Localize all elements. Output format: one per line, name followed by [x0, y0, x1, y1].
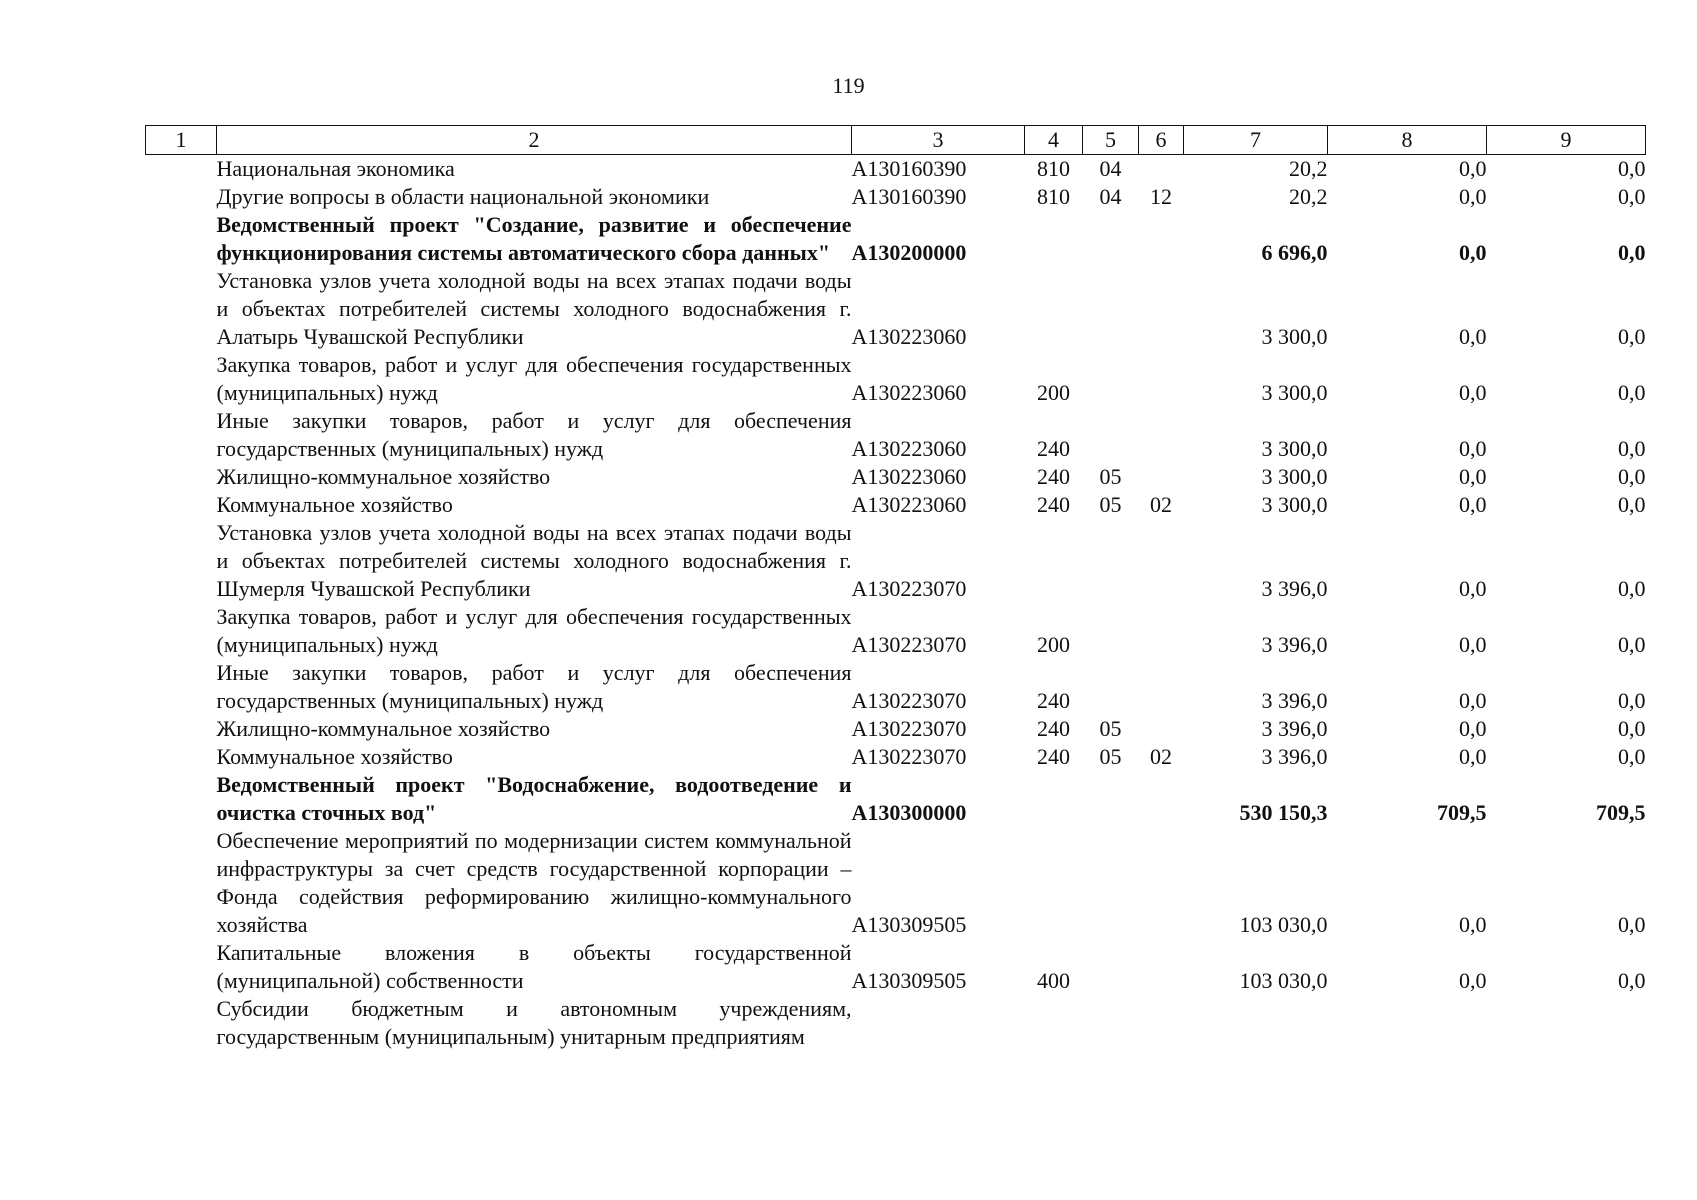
- target-code-cell: А130223070: [851, 688, 967, 713]
- item-name-cell: Жилищно-коммунальное хозяйство: [216, 716, 551, 741]
- amount-col8-cell: 0,0: [1459, 380, 1487, 405]
- amount-col8-cell: 0,0: [1459, 492, 1487, 517]
- amount-col9-cell: 0,0: [1618, 436, 1646, 461]
- amount-col9-cell: 0,0: [1618, 240, 1646, 265]
- section-cell: 05: [1099, 716, 1122, 741]
- amount-col8-cell: 0,0: [1459, 576, 1487, 601]
- expense-type-cell: 200: [1037, 632, 1070, 657]
- section-cell: [1083, 939, 1139, 995]
- subsection-cell: [1139, 939, 1184, 995]
- amount-col9-cell: 0,0: [1618, 912, 1646, 937]
- amount-col8-cell: 0,0: [1459, 324, 1487, 349]
- subsection-cell: [1139, 211, 1184, 267]
- amount-col7-cell: 3 300,0: [1261, 380, 1328, 405]
- amount-col9-cell: 0,0: [1618, 632, 1646, 657]
- table-row: [146, 267, 1646, 351]
- row-index-cell: [146, 519, 217, 603]
- amount-col8-cell: 0,0: [1459, 912, 1487, 937]
- amount-col9-cell: 0,0: [1618, 688, 1646, 713]
- amount-col9-cell: 0,0: [1618, 184, 1646, 209]
- section-cell: [1083, 995, 1139, 1051]
- subsection-cell: [1139, 407, 1184, 463]
- item-name-cell: Субсидии бюджетным и автономным учреждениям, государственным (муниципальным) унитарным предприятиям: [216, 996, 852, 1049]
- target-code-cell: А130300000: [851, 800, 967, 825]
- target-code-cell: А130223070: [851, 632, 967, 657]
- amount-col9-cell: 0,0: [1618, 464, 1646, 489]
- subsection-cell: [1139, 463, 1184, 491]
- item-name-cell: Ведомственный проект "Создание, развитие и обеспечение функционирования системы автоматического сбора данных": [216, 212, 852, 265]
- row-index-cell: [146, 603, 217, 659]
- target-code-cell: А130200000: [851, 240, 967, 265]
- row-index-cell: [146, 659, 217, 715]
- section-cell: [1083, 519, 1139, 603]
- table-row: [146, 351, 1646, 407]
- amount-col7-cell: 6 696,0: [1261, 240, 1328, 265]
- amount-col8-cell: 0,0: [1459, 240, 1487, 265]
- amount-col9-cell: 0,0: [1618, 324, 1646, 349]
- row-index-cell: [146, 155, 217, 184]
- subsection-cell: [1139, 519, 1184, 603]
- header-col-7: 7: [1184, 126, 1328, 155]
- item-name-cell: Закупка товаров, работ и услуг для обеспечения государственных (муниципальных) нужд: [216, 352, 852, 405]
- expense-type-cell: [1025, 267, 1083, 351]
- expense-type-cell: 240: [1037, 464, 1070, 489]
- row-index-cell: [146, 995, 217, 1051]
- row-index-cell: [146, 267, 217, 351]
- subsection-cell: 12: [1150, 184, 1172, 209]
- row-index-cell: [146, 463, 217, 491]
- amount-col7-cell: 20,2: [1289, 156, 1328, 181]
- expense-type-cell: 810: [1037, 184, 1070, 209]
- subsection-cell: [1139, 827, 1184, 939]
- expense-type-cell: 240: [1037, 492, 1070, 517]
- subsection-cell: [1139, 351, 1184, 407]
- amount-col8-cell: 0,0: [1459, 688, 1487, 713]
- amount-col7-cell: 3 300,0: [1261, 436, 1328, 461]
- subsection-cell: 02: [1150, 744, 1172, 769]
- subsection-cell: [1139, 659, 1184, 715]
- table-row: [146, 155, 1646, 184]
- amount-col7-cell: 3 396,0: [1261, 632, 1328, 657]
- amount-col8-cell: 0,0: [1459, 968, 1487, 993]
- table-row: [146, 603, 1646, 659]
- target-code-cell: А130160390: [851, 156, 967, 181]
- section-cell: [1083, 827, 1139, 939]
- table-row: [146, 771, 1646, 827]
- amount-col7-cell: 20,2: [1289, 184, 1328, 209]
- header-col-8: 8: [1328, 126, 1487, 155]
- item-name-cell: Закупка товаров, работ и услуг для обеспечения государственных (муниципальных) нужд: [216, 604, 852, 657]
- header-col-6: 6: [1139, 126, 1184, 155]
- table-row: [146, 743, 1646, 771]
- amount-col9-cell: 709,5: [1596, 800, 1646, 825]
- section-cell: 05: [1099, 744, 1122, 769]
- row-index-cell: [146, 351, 217, 407]
- subsection-cell: [1139, 603, 1184, 659]
- amount-col7-cell: 3 300,0: [1261, 324, 1328, 349]
- amount-col9-cell: 0,0: [1618, 968, 1646, 993]
- subsection-cell: [1139, 995, 1184, 1051]
- target-code-cell: А130223070: [851, 576, 967, 601]
- target-code-cell: А130223060: [851, 464, 967, 489]
- column-number-header: [146, 126, 1646, 155]
- expense-type-cell: [1025, 211, 1083, 267]
- target-code-cell: А130223060: [851, 492, 967, 517]
- section-cell: [1083, 771, 1139, 827]
- item-name-cell: Иные закупки товаров, работ и услуг для обеспечения государственных (муниципальных) нужд: [216, 660, 852, 713]
- row-index-cell: [146, 715, 217, 743]
- amount-col8-cell: 0,0: [1459, 716, 1487, 741]
- target-code-cell: А130223060: [851, 324, 967, 349]
- item-name-cell: Обеспечение мероприятий по модернизации систем коммунальной инфраструктуры за счет средств государственной корпорации – Фонда содействия реформированию жилищно-коммунального хозяйства: [216, 828, 852, 937]
- section-cell: [1083, 659, 1139, 715]
- expense-type-cell: 810: [1037, 156, 1070, 181]
- header-col-4: 4: [1025, 126, 1083, 155]
- section-cell: 04: [1099, 156, 1122, 181]
- item-name-cell: Иные закупки товаров, работ и услуг для обеспечения государственных (муниципальных) нужд: [216, 408, 852, 461]
- item-name-cell: Коммунальное хозяйство: [216, 492, 453, 517]
- amount-col8-cell: 0,0: [1459, 744, 1487, 769]
- header-col-3: 3: [852, 126, 1025, 155]
- amount-col7-cell: 3 300,0: [1261, 464, 1328, 489]
- amount-col8-cell: 0,0: [1459, 156, 1487, 181]
- amount-col7-cell: 103 030,0: [1239, 912, 1328, 937]
- expense-type-cell: [1025, 995, 1083, 1051]
- table-row: [146, 659, 1646, 715]
- amount-col9-cell: 0,0: [1618, 380, 1646, 405]
- section-cell: [1083, 407, 1139, 463]
- table-row: [146, 463, 1646, 491]
- target-code-cell: А130309505: [851, 968, 967, 993]
- target-code-cell: А130223070: [851, 744, 967, 769]
- amount-col7-cell: 530 150,3: [1239, 800, 1328, 825]
- subsection-cell: 02: [1150, 492, 1172, 517]
- table-row: [146, 519, 1646, 603]
- amount-col7-cell: 3 396,0: [1261, 744, 1328, 769]
- row-index-cell: [146, 407, 217, 463]
- item-name-cell: Установка узлов учета холодной воды на всех этапах подачи воды и объектах потребителей системы холодного водоснабжения г. Шумерля Чувашской Республики: [216, 520, 852, 601]
- header-col-1: 1: [146, 126, 217, 155]
- item-name-cell: Жилищно-коммунальное хозяйство: [216, 464, 551, 489]
- subsection-cell: [1139, 715, 1184, 743]
- header-col-5: 5: [1083, 126, 1139, 155]
- table-row: [146, 407, 1646, 463]
- amount-col8-cell: 0,0: [1459, 184, 1487, 209]
- row-index-cell: [146, 211, 217, 267]
- table-body: [146, 155, 1646, 1052]
- section-cell: 04: [1099, 184, 1122, 209]
- section-cell: [1083, 351, 1139, 407]
- table-row: [146, 211, 1646, 267]
- expense-type-cell: 200: [1037, 380, 1070, 405]
- subsection-cell: [1139, 771, 1184, 827]
- table-row: [146, 827, 1646, 939]
- section-cell: [1083, 211, 1139, 267]
- header-col-2: 2: [217, 126, 852, 155]
- item-name-cell: Установка узлов учета холодной воды на всех этапах подачи воды и объектах потребителей системы холодного водоснабжения г. Алатырь Чувашской Республики: [216, 268, 852, 349]
- amount-col9-cell: 0,0: [1618, 744, 1646, 769]
- amount-col8-cell: 0,0: [1459, 436, 1487, 461]
- subsection-cell: [1139, 155, 1184, 184]
- row-index-cell: [146, 939, 217, 995]
- amount-col9-cell: 0,0: [1618, 576, 1646, 601]
- item-name-cell: Национальная экономика: [216, 156, 455, 181]
- item-name-cell: Ведомственный проект "Водоснабжение, водоотведение и очистка сточных вод": [216, 772, 852, 825]
- amount-col7-cell: 3 300,0: [1261, 492, 1328, 517]
- amount-col9-cell: 0,0: [1618, 716, 1646, 741]
- expense-type-cell: 240: [1037, 436, 1070, 461]
- amount-col8-cell: 0,0: [1459, 464, 1487, 489]
- table-row: [146, 995, 1646, 1051]
- section-cell: [1083, 603, 1139, 659]
- amount-col7-cell: 3 396,0: [1261, 716, 1328, 741]
- amount-col7-cell: 103 030,0: [1239, 968, 1328, 993]
- row-index-cell: [146, 183, 217, 211]
- target-code-cell: А130309505: [851, 912, 967, 937]
- section-cell: 05: [1099, 464, 1122, 489]
- amount-col9-cell: 0,0: [1618, 156, 1646, 181]
- target-code-cell: [852, 995, 1025, 1051]
- expense-type-cell: 240: [1037, 744, 1070, 769]
- target-code-cell: А130160390: [851, 184, 967, 209]
- table-row: [146, 183, 1646, 211]
- expense-type-cell: [1025, 827, 1083, 939]
- row-index-cell: [146, 771, 217, 827]
- expense-type-cell: [1025, 771, 1083, 827]
- amount-col7-cell: [1184, 995, 1328, 1051]
- row-index-cell: [146, 743, 217, 771]
- table-row: [146, 715, 1646, 743]
- amount-col8-cell: [1328, 995, 1487, 1051]
- budget-table: [145, 125, 1646, 1051]
- row-index-cell: [146, 491, 217, 519]
- target-code-cell: А130223060: [851, 436, 967, 461]
- amount-col8-cell: 0,0: [1459, 632, 1487, 657]
- section-cell: [1083, 267, 1139, 351]
- subsection-cell: [1139, 267, 1184, 351]
- amount-col7-cell: 3 396,0: [1261, 688, 1328, 713]
- row-index-cell: [146, 827, 217, 939]
- expense-type-cell: 240: [1037, 688, 1070, 713]
- target-code-cell: А130223060: [851, 380, 967, 405]
- page-number: 119: [832, 73, 865, 98]
- header-col-9: 9: [1487, 126, 1646, 155]
- table-row: [146, 491, 1646, 519]
- amount-col9-cell: 0,0: [1618, 492, 1646, 517]
- item-name-cell: Коммунальное хозяйство: [216, 744, 453, 769]
- table-row: [146, 939, 1646, 995]
- item-name-cell: Другие вопросы в области национальной экономики: [216, 184, 710, 209]
- section-cell: 05: [1099, 492, 1122, 517]
- expense-type-cell: 400: [1037, 968, 1070, 993]
- amount-col7-cell: 3 396,0: [1261, 576, 1328, 601]
- amount-col9-cell: [1487, 995, 1646, 1051]
- target-code-cell: А130223070: [851, 716, 967, 741]
- amount-col8-cell: 709,5: [1437, 800, 1487, 825]
- item-name-cell: Капитальные вложения в объекты государственной (муниципальной) собственности: [216, 940, 852, 993]
- expense-type-cell: [1025, 519, 1083, 603]
- expense-type-cell: 240: [1037, 716, 1070, 741]
